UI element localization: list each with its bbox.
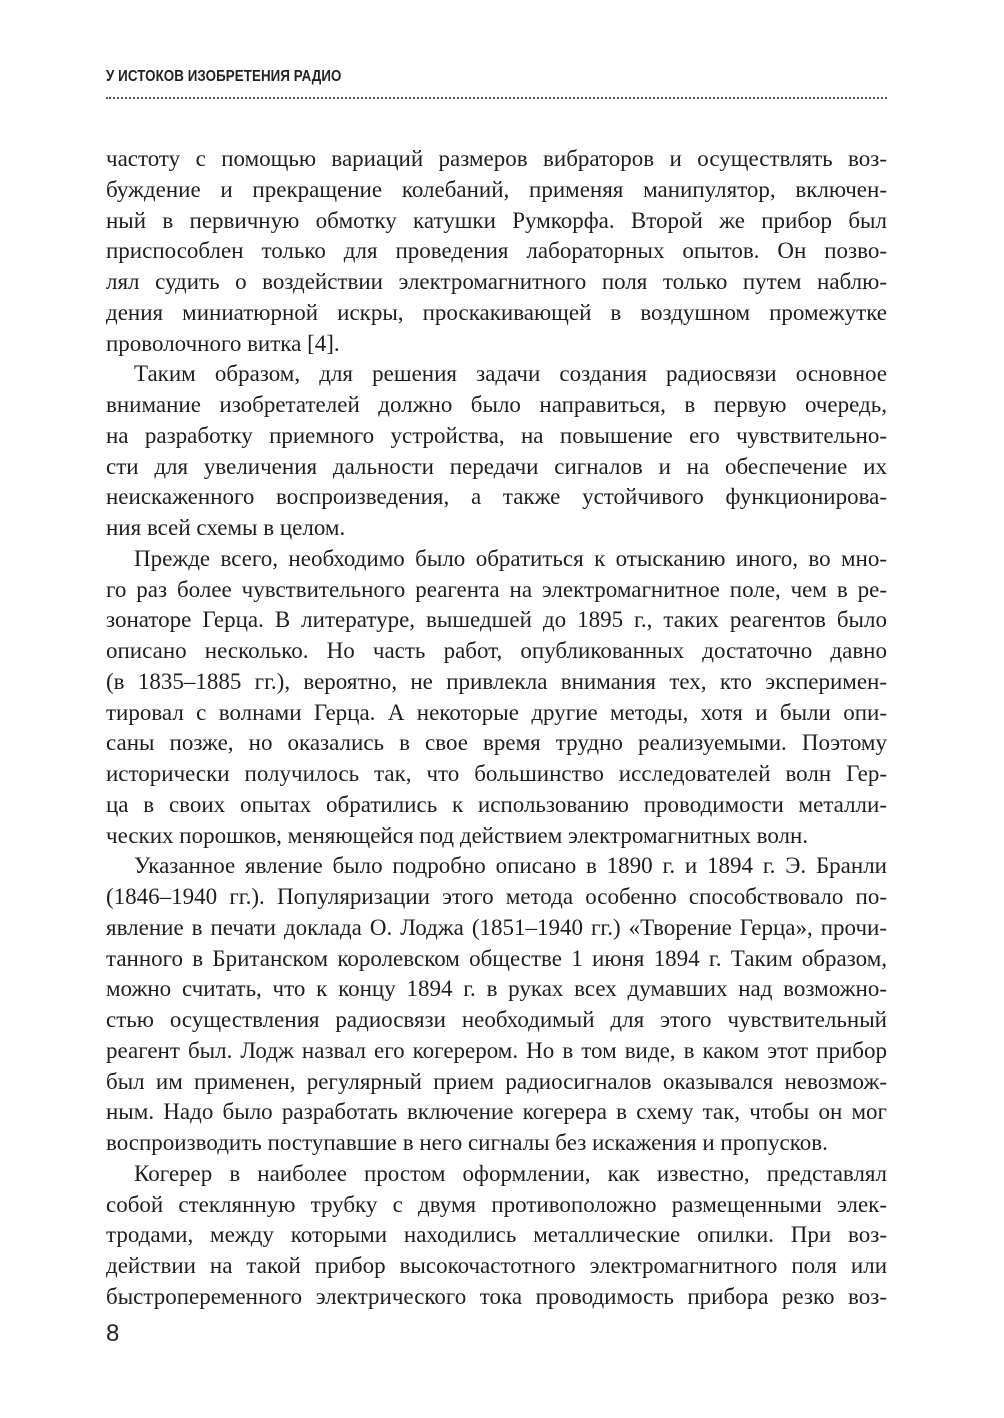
header-dotted-rule bbox=[106, 97, 887, 99]
paragraph-2 bbox=[106, 359, 887, 544]
paragraph-5 bbox=[106, 1159, 887, 1313]
text-line: (в 1835–1885 гг.), вероятно, не привлекла внимания тех, кто эксперимен- bbox=[106, 668, 887, 694]
text-line: исторически получилось так, что большинство исследователей волн Гер- bbox=[106, 761, 887, 786]
text-line: неискаженного воспроизведения, а также устойчивого функционирова- bbox=[106, 484, 887, 510]
text-line: стью осуществления радиосвязи необходимый для этого чувствительный bbox=[106, 1007, 887, 1032]
text-line: ным. Надо было разработать включение когерера в схему так, чтобы он мог bbox=[106, 1099, 887, 1125]
text-line: Прежде всего, необходимо было обратиться к отысканию иного, во мно- bbox=[134, 545, 887, 571]
text-line: описано несколько. Но часть работ, опубликованных достаточно давно bbox=[106, 638, 887, 663]
text-line: тродами, между которыми находились металлические опилки. При воз- bbox=[106, 1222, 887, 1248]
body-text bbox=[106, 144, 887, 1313]
text-line: можно считать, что к концу 1894 г. в руках всех думавших над возможно- bbox=[106, 976, 887, 1002]
text-line: тировал с волнами Герца. А некоторые другие методы, хотя и были опи- bbox=[106, 699, 887, 725]
text-line: явление в печати доклада О. Лоджа (1851–1940 гг.) «Творение Герца», прочи- bbox=[106, 914, 887, 940]
paragraph-3 bbox=[106, 544, 887, 852]
text-line: частоту с помощью вариаций размеров вибраторов и осуществлять воз- bbox=[106, 146, 887, 171]
text-line: быстропеременного электрического тока проводимость прибора резко воз- bbox=[106, 1283, 887, 1309]
text-line: ный в первичную обмотку катушки Румкорфа. Второй же прибор был bbox=[106, 207, 887, 233]
paragraph-4 bbox=[106, 851, 887, 1159]
text-line: дения миниатюрной искры, проскакивающей в воздушном промежутке bbox=[106, 299, 887, 325]
text-line: Таким образом, для решения задачи создания радиосвязи основное bbox=[134, 361, 887, 387]
text-line: лял судить о воздействии электромагнитного поля только путем наблю- bbox=[106, 269, 887, 294]
text-line: зонаторе Герца. В литературе, вышедшей до 1895 г., таких реагентов было bbox=[106, 607, 887, 633]
text-line: был им применен, регулярный прием радиосигналов оказывался невозмож- bbox=[106, 1068, 887, 1094]
text-line: собой стеклянную трубку с двумя противоположно размещенными элек- bbox=[106, 1191, 887, 1217]
page-number: 8 bbox=[106, 1320, 120, 1347]
text-line: приспособлен только для проведения лабораторных опытов. Он позво- bbox=[106, 238, 887, 264]
text-line: действии на такой прибор высокочастотного электромагнитного поля или bbox=[106, 1253, 887, 1278]
text-line: саны позже, но оказались в свое время трудно реализуемыми. Поэтому bbox=[106, 730, 887, 756]
text-line: проволочного витка [4]. bbox=[106, 330, 340, 356]
text-line: ния всей схемы в целом. bbox=[106, 515, 346, 540]
text-line: Указанное явление было подробно описано в 1890 г. и 1894 г. Э. Бранли bbox=[134, 853, 887, 879]
text-line: воспроизводить поступавшие в него сигналы без искажения и пропусков. bbox=[106, 1130, 828, 1155]
text-line: ца в своих опытах обратились к использованию проводимости металли- bbox=[106, 791, 887, 817]
text-line: внимание изобретателей должно было направиться, в первую очередь, bbox=[106, 392, 887, 417]
text-line: сти для увеличения дальности передачи сигналов и на обеспечение их bbox=[106, 453, 887, 479]
text-line: го раз более чувствительного реагента на электромагнитное поле, чем в ре- bbox=[106, 576, 887, 602]
text-line: реагент был. Лодж назвал его когерером. Но в том виде, в каком этот прибор bbox=[106, 1037, 887, 1063]
paragraph-1 bbox=[106, 144, 887, 359]
running-head: У ИСТОКОВ ИЗОБРЕТЕНИЯ РАДИО bbox=[106, 68, 342, 85]
text-line: буждение и прекращение колебаний, применяя манипулятор, включен- bbox=[106, 176, 887, 202]
text-line: на разработку приемного устройства, на повышение его чувствительно- bbox=[106, 422, 887, 448]
text-line: танного в Британском королевском обществе 1 июня 1894 г. Таким образом, bbox=[106, 945, 887, 971]
text-line: ческих порошков, меняющейся под действием электромагнитных волн. bbox=[106, 822, 809, 848]
text-line: Когерер в наиболее простом оформлении, как известно, представлял bbox=[134, 1160, 887, 1186]
text-line: (1846–1940 гг.). Популяризации этого метода особенно способствовало по- bbox=[106, 884, 887, 909]
